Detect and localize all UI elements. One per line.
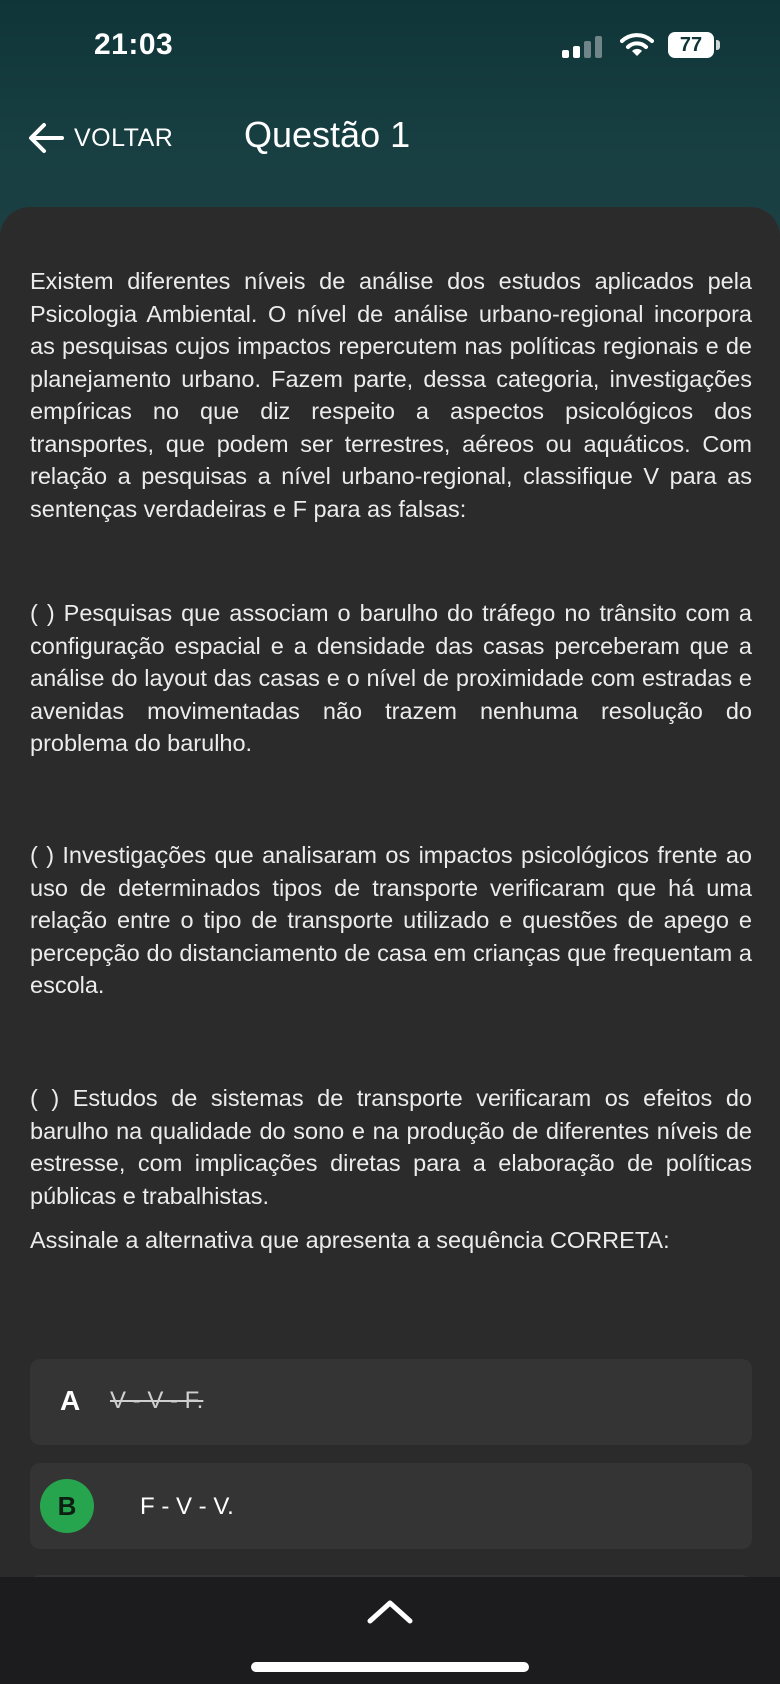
- signal-icon: [562, 36, 606, 58]
- bottom-bar: [0, 1577, 780, 1684]
- home-indicator[interactable]: [251, 1662, 529, 1672]
- status-time: 21:03: [94, 28, 174, 61]
- back-label: VOLTAR: [74, 123, 174, 152]
- status-bar: [0, 0, 780, 90]
- option-text: V - V - F.: [110, 1387, 204, 1414]
- option-letter: A: [60, 1385, 81, 1416]
- statement-3: ( ) Estudos de sistemas de transporte verificaram os efeitos do barulho na qualidade do sono e na produção de diferentes níveis de estresse, com implicações diretas para a elaboração de políticas públicas e trabalhistas.: [30, 1085, 752, 1209]
- statement-1: ( ) Pesquisas que associam o barulho do tráfego no trânsito com a configuração espacial e a densidade das casas perceberam que a análise do layout das casas e o nível de proximidade com estradas e avenidas movimentadas não trazem nenhuma resolução do problema do barulho.: [30, 600, 752, 756]
- statement-2: ( ) Investigações que analisaram os impactos psicológicos frente ao uso de determinados tipos de transporte verificaram que há uma relação entre o tipo de transporte utilizado e questões de apego e percepção do distanciamento de casa em crianças que frequentam a escola.: [30, 842, 752, 998]
- option-letter-badge: B: [40, 1479, 94, 1533]
- page-title: Questão 1: [244, 114, 411, 155]
- wifi-icon: [620, 32, 654, 58]
- question-intro: Existem diferentes níveis de análise dos estudos aplicados pela Psicologia Ambiental. O nível de análise urbano-regional incorpora as pesquisas cujos impactos repercutem nas políticas regionais e de planejamento urbano. Fazem parte, dessa categoria, investigações empíricas no que diz respeito a aspectos psicológicos dos transportes, que podem ser terrestres, aéreos ou aquáticos. Com relação a pesquisas a nível urbano-regional, classifique V para as sentenças verdadeiras e F para as falsas:: [30, 268, 752, 522]
- chevron-up-icon[interactable]: [366, 1597, 414, 1627]
- battery-tip: [716, 40, 720, 50]
- back-button[interactable]: [26, 116, 173, 160]
- option-b[interactable]: [30, 1463, 752, 1549]
- option-text: F - V - V.: [140, 1493, 234, 1520]
- question-prompt: Assinale a alternativa que apresenta a sequência CORRETA:: [30, 1227, 670, 1253]
- arrow-left-icon: [26, 118, 66, 158]
- option-a[interactable]: [30, 1359, 752, 1445]
- app-header: [0, 100, 780, 180]
- question-card: [0, 207, 780, 1577]
- battery-indicator: 77: [668, 32, 714, 58]
